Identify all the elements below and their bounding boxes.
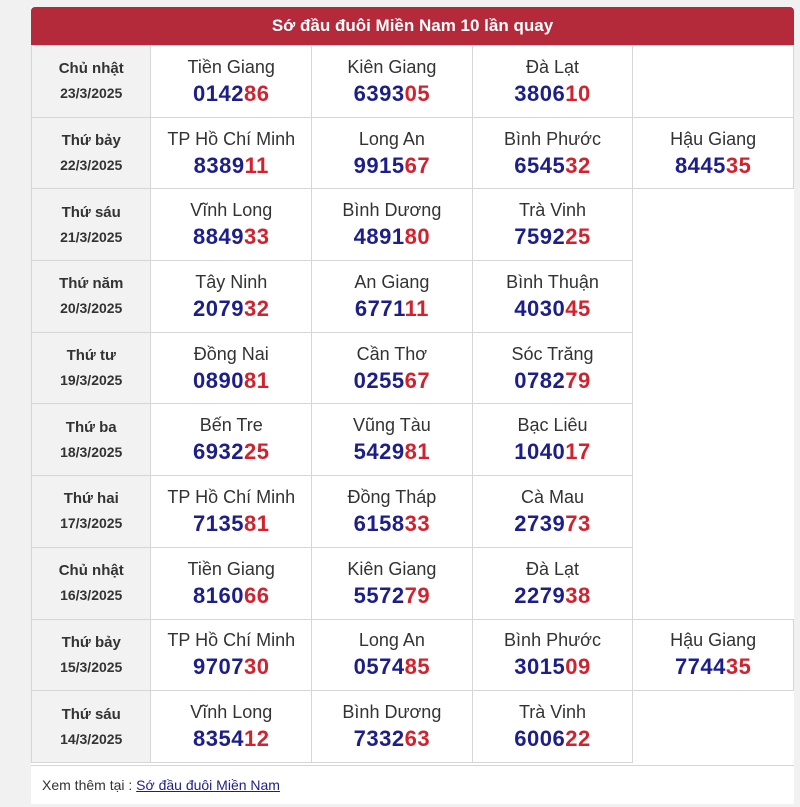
draw-date-cell bbox=[32, 261, 151, 333]
prize-number bbox=[312, 511, 472, 537]
result-cell bbox=[472, 189, 633, 261]
prize-number bbox=[473, 81, 633, 107]
tail-digits: 81 bbox=[243, 367, 270, 393]
result-cell bbox=[312, 117, 473, 189]
weekday: Chủ nhật bbox=[58, 562, 124, 580]
draw-date: 18/3/2025 bbox=[60, 443, 123, 460]
result-row bbox=[32, 332, 794, 404]
tail-digits: 17 bbox=[565, 439, 591, 465]
tail-digits: 73 bbox=[565, 510, 591, 536]
head-digits: 7332 bbox=[353, 726, 405, 752]
head-digits: 5429 bbox=[353, 439, 405, 465]
result-cell bbox=[472, 547, 633, 619]
prize-number bbox=[312, 726, 472, 752]
prize-number bbox=[473, 654, 633, 680]
draw-date: 23/3/2025 bbox=[60, 85, 123, 102]
tail-digits: 12 bbox=[243, 726, 270, 752]
result-cell bbox=[151, 691, 312, 763]
head-digits: 9915 bbox=[353, 152, 405, 178]
province-name: Kiên Giang bbox=[347, 56, 437, 77]
result-row bbox=[32, 547, 794, 619]
draw-date-cell bbox=[32, 619, 151, 691]
province-name: Kiên Giang bbox=[347, 558, 437, 579]
province-name: Bình Thuận bbox=[506, 271, 599, 292]
head-digits: 8849 bbox=[193, 224, 244, 250]
tail-digits: 35 bbox=[725, 654, 752, 680]
tail-digits: 25 bbox=[243, 439, 270, 465]
prize-number bbox=[473, 368, 633, 394]
draw-date-cell bbox=[32, 691, 151, 763]
weekday: Chủ nhật bbox=[58, 60, 124, 78]
weekday: Thứ ba bbox=[65, 418, 117, 436]
province-name: Bình Phước bbox=[504, 128, 601, 149]
prize-number bbox=[473, 439, 633, 465]
result-cell bbox=[312, 46, 473, 118]
prize-number bbox=[312, 296, 472, 322]
head-digits: 8389 bbox=[193, 152, 245, 178]
weekday: Thứ sáu bbox=[61, 705, 121, 723]
head-digits: 8160 bbox=[193, 582, 244, 608]
draw-date: 14/3/2025 bbox=[60, 730, 123, 747]
prize-number bbox=[151, 296, 311, 322]
result-row bbox=[32, 189, 794, 261]
results-panel bbox=[31, 7, 794, 804]
province-name: Sóc Trăng bbox=[511, 343, 594, 364]
result-row bbox=[32, 476, 794, 548]
result-row bbox=[32, 117, 794, 189]
result-cell bbox=[312, 261, 473, 333]
result-cell bbox=[151, 476, 312, 548]
province-name: Vĩnh Long bbox=[190, 200, 273, 221]
result-cell bbox=[151, 189, 312, 261]
province-name: Bến Tre bbox=[199, 415, 263, 436]
province-name: Cần Thơ bbox=[356, 343, 428, 364]
weekday: Thứ tư bbox=[66, 347, 116, 365]
head-digits: 3015 bbox=[514, 654, 566, 680]
weekday: Thứ bảy bbox=[61, 633, 121, 651]
prize-number bbox=[633, 153, 793, 179]
province-name: Tiền Giang bbox=[187, 558, 275, 579]
prize-number bbox=[312, 81, 472, 107]
result-cell bbox=[312, 404, 473, 476]
head-digits: 7135 bbox=[193, 510, 244, 536]
draw-date-cell bbox=[32, 476, 151, 548]
head-digits: 0782 bbox=[514, 367, 566, 393]
tail-digits: 67 bbox=[404, 367, 431, 393]
prize-number bbox=[151, 583, 311, 609]
head-digits: 2079 bbox=[193, 295, 244, 321]
result-cell bbox=[312, 619, 473, 691]
tail-digits: 05 bbox=[404, 80, 431, 106]
result-cell bbox=[151, 332, 312, 404]
weekday: Thứ bảy bbox=[61, 132, 121, 150]
tail-digits: 22 bbox=[565, 726, 591, 752]
prize-number bbox=[473, 296, 633, 322]
head-digits: 7592 bbox=[514, 224, 566, 250]
prize-number bbox=[473, 224, 633, 250]
head-digits: 6158 bbox=[353, 510, 405, 536]
empty-cell bbox=[633, 691, 794, 763]
result-row bbox=[32, 619, 794, 691]
tail-digits: 81 bbox=[404, 439, 431, 465]
weekday: Thứ năm bbox=[59, 275, 124, 293]
draw-date-cell bbox=[32, 547, 151, 619]
tail-digits: 33 bbox=[404, 510, 431, 536]
tail-digits: 38 bbox=[565, 582, 591, 608]
result-cell bbox=[472, 691, 633, 763]
province-name: Đồng Nai bbox=[193, 343, 269, 364]
head-digits: 9707 bbox=[193, 654, 244, 680]
draw-date-cell bbox=[32, 117, 151, 189]
empty-cell bbox=[633, 261, 794, 333]
province-name: Tiền Giang bbox=[187, 56, 275, 77]
result-row bbox=[32, 261, 794, 333]
prize-number bbox=[151, 368, 311, 394]
result-cell bbox=[472, 332, 633, 404]
tail-digits: 81 bbox=[243, 510, 270, 536]
tail-digits: 32 bbox=[243, 295, 270, 321]
prize-number bbox=[312, 654, 472, 680]
prize-number bbox=[312, 439, 472, 465]
head-digits: 4891 bbox=[353, 224, 405, 250]
empty-cell bbox=[633, 547, 794, 619]
tail-digits: 09 bbox=[565, 654, 591, 680]
result-cell bbox=[151, 117, 312, 189]
prize-number bbox=[473, 511, 633, 537]
result-row bbox=[32, 404, 794, 476]
footer bbox=[31, 765, 794, 804]
empty-cell bbox=[633, 46, 794, 118]
prize-number bbox=[151, 224, 311, 250]
prize-number bbox=[151, 81, 311, 107]
prize-number bbox=[473, 583, 633, 609]
head-digits: 8354 bbox=[193, 726, 244, 752]
head-digits: 0890 bbox=[193, 367, 244, 393]
prize-number bbox=[151, 153, 311, 179]
weekday: Thứ hai bbox=[63, 490, 119, 508]
prize-number bbox=[473, 153, 633, 179]
province-name: Bình Dương bbox=[342, 702, 442, 723]
prize-number bbox=[312, 368, 472, 394]
results-table bbox=[31, 45, 794, 763]
province-name: Long An bbox=[358, 630, 425, 651]
result-cell bbox=[312, 476, 473, 548]
head-digits: 2279 bbox=[514, 582, 566, 608]
result-cell bbox=[151, 404, 312, 476]
head-digits: 4030 bbox=[514, 295, 566, 321]
result-cell bbox=[312, 189, 473, 261]
province-name: Bình Phước bbox=[504, 630, 601, 651]
head-digits: 6545 bbox=[514, 152, 566, 178]
province-name: Trà Vinh bbox=[518, 702, 587, 723]
result-cell bbox=[312, 691, 473, 763]
prize-number bbox=[312, 583, 472, 609]
head-digits: 6006 bbox=[514, 726, 566, 752]
tail-digits: 10 bbox=[565, 80, 591, 106]
result-cell bbox=[151, 547, 312, 619]
head-digits: 0255 bbox=[353, 367, 405, 393]
head-digits: 1040 bbox=[514, 439, 566, 465]
head-digits: 0574 bbox=[353, 654, 405, 680]
result-cell bbox=[472, 619, 633, 691]
province-name: Cà Mau bbox=[520, 486, 585, 507]
footer-link[interactable]: Sớ đầu đuôi Miền Nam bbox=[136, 777, 280, 793]
draw-date-cell bbox=[32, 189, 151, 261]
tail-digits: 79 bbox=[565, 367, 591, 393]
prize-number bbox=[151, 439, 311, 465]
result-cell bbox=[151, 619, 312, 691]
province-name: Bình Dương bbox=[342, 200, 442, 221]
province-name: Long An bbox=[358, 128, 425, 149]
draw-date: 21/3/2025 bbox=[60, 228, 123, 245]
prize-number bbox=[151, 654, 311, 680]
draw-date: 17/3/2025 bbox=[60, 515, 123, 532]
result-cell bbox=[151, 46, 312, 118]
province-name: TP Hồ Chí Minh bbox=[167, 486, 296, 507]
head-digits: 8445 bbox=[674, 152, 726, 178]
head-digits: 6393 bbox=[353, 80, 405, 106]
tail-digits: 80 bbox=[404, 224, 431, 250]
draw-date-cell bbox=[32, 404, 151, 476]
result-cell bbox=[472, 46, 633, 118]
panel-title: Sớ đầu đuôi Miền Nam 10 lần quay bbox=[31, 7, 794, 45]
empty-cell bbox=[633, 189, 794, 261]
result-cell bbox=[312, 332, 473, 404]
draw-date: 22/3/2025 bbox=[60, 157, 123, 174]
tail-digits: 30 bbox=[243, 654, 270, 680]
head-digits: 5572 bbox=[353, 582, 405, 608]
prize-number bbox=[151, 726, 311, 752]
tail-digits: 11 bbox=[404, 295, 429, 321]
head-digits: 7744 bbox=[674, 654, 726, 680]
head-digits: 2739 bbox=[514, 510, 566, 536]
province-name: Bạc Liêu bbox=[517, 415, 588, 436]
prize-number bbox=[312, 153, 472, 179]
tail-digits: 79 bbox=[404, 582, 431, 608]
draw-date-cell bbox=[32, 46, 151, 118]
province-name: Đà Lạt bbox=[525, 558, 580, 579]
result-cell bbox=[633, 117, 794, 189]
weekday: Thứ sáu bbox=[61, 203, 121, 221]
result-cell bbox=[472, 117, 633, 189]
result-cell bbox=[472, 404, 633, 476]
result-cell bbox=[472, 476, 633, 548]
province-name: Vũng Tàu bbox=[353, 415, 431, 436]
tail-digits: 45 bbox=[565, 295, 591, 321]
tail-digits: 32 bbox=[565, 152, 591, 178]
result-cell bbox=[633, 619, 794, 691]
result-row bbox=[32, 46, 794, 118]
province-name: Trà Vinh bbox=[518, 200, 587, 221]
head-digits: 6932 bbox=[193, 439, 244, 465]
prize-number bbox=[633, 654, 793, 680]
draw-date: 16/3/2025 bbox=[60, 587, 123, 604]
draw-date: 19/3/2025 bbox=[60, 372, 123, 389]
province-name: Đà Lạt bbox=[525, 56, 580, 77]
tail-digits: 25 bbox=[565, 224, 591, 250]
province-name: Hậu Giang bbox=[670, 630, 757, 651]
province-name: Đồng Tháp bbox=[347, 486, 437, 507]
draw-date-cell bbox=[32, 332, 151, 404]
prize-number bbox=[473, 726, 633, 752]
head-digits: 0142 bbox=[193, 80, 244, 106]
tail-digits: 85 bbox=[404, 654, 431, 680]
tail-digits: 66 bbox=[243, 582, 270, 608]
empty-cell bbox=[633, 476, 794, 548]
province-name: TP Hồ Chí Minh bbox=[167, 630, 296, 651]
head-digits: 6771 bbox=[354, 295, 405, 321]
result-cell bbox=[472, 261, 633, 333]
province-name: An Giang bbox=[354, 271, 430, 292]
result-cell bbox=[312, 547, 473, 619]
empty-cell bbox=[633, 404, 794, 476]
footer-prefix: Xem thêm tại : bbox=[42, 777, 137, 793]
tail-digits: 86 bbox=[243, 80, 270, 106]
draw-date: 20/3/2025 bbox=[60, 300, 123, 317]
result-cell bbox=[151, 261, 312, 333]
tail-digits: 67 bbox=[404, 152, 431, 178]
tail-digits: 35 bbox=[725, 152, 752, 178]
prize-number bbox=[312, 224, 472, 250]
province-name: Tây Ninh bbox=[195, 271, 268, 292]
tail-digits: 63 bbox=[404, 726, 431, 752]
result-row bbox=[32, 691, 794, 763]
draw-date: 15/3/2025 bbox=[60, 658, 123, 675]
tail-digits: 11 bbox=[244, 152, 269, 178]
empty-cell bbox=[633, 332, 794, 404]
tail-digits: 33 bbox=[243, 224, 270, 250]
province-name: Vĩnh Long bbox=[190, 702, 273, 723]
province-name: Hậu Giang bbox=[670, 128, 757, 149]
prize-number bbox=[151, 511, 311, 537]
province-name: TP Hồ Chí Minh bbox=[167, 128, 296, 149]
head-digits: 3806 bbox=[514, 80, 566, 106]
